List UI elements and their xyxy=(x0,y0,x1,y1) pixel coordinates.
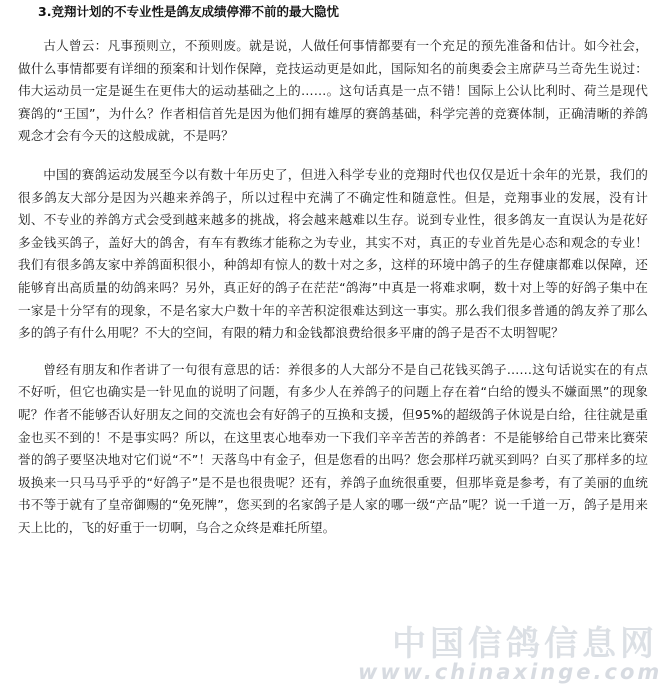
watermark-site-name: 中国信鸽信息网 xyxy=(392,624,658,664)
watermark-url: www.chinaxinge.com xyxy=(358,660,662,684)
paragraph-3: 曾经有朋友和作者讲了一句很有意思的话：养很多的人大部分不是自己花钱买鸽子……这句话说实在的有点不好听，但它也确实是一针见血的说明了问题，有多少人在养鸽子的问题上存在着“白给的馒头不嫌面黑”的现象呢？作者不能够否认好朋友之间的交流也会有好鸽子的互换和支援，但95%的超级鸽子休说是白给，往往就是重金也买不到的！不是事实吗？所以，在这里衷心地奉劝一下我们辛辛苦苦的养鸽者：不是能够给自己带来比赛荣誉的鸽子要坚决地对它们说“不”！天落鸟中有金子，但是您看的出吗？您会那样巧就买到吗？白买了那样多的垃圾换来一只马马乎乎的“好鸽子”是不是也很贵呢？还有，养鸽子血统很重要，但那毕竟是参考，有了美丽的血统书不等于就有了皇帝御赐的“免死牌”，您买到的名家鸽子是人家的哪一级“产品”呢？说一千道一万，鸽子是用来天上比的，飞的好重于一切啊，乌合之众终是难托所望。 xyxy=(18,361,648,535)
paragraph-2: 中国的赛鸽运动发展至今以有数十年历史了，但进入科学专业的竞翔时代也仅仅是近十余年的光景，我们的很多鸽友大部分是因为兴趣来养鸽子，所以过程中充满了不确定性和随意性。但是，竞翔事业的发展，没有计划、不专业的养鸽方式会受到越来越多的挑战，将会越来越难以生存。说到专业性，很多鸽友一直误认为是花好多金钱买鸽子，盖好大的鸽舍，有车有教练才能称之为专业，其实不对，真正的专业首先是心态和观念的专业！我们有很多鸽友家中养鸽面积很小，种鸽却有惊人的数十对之多，这样的环境中鸽子的生存健康都难以保障，还能够育出高质量的幼鸽来吗？另外，真正好的鸽子在茫茫“鸽海”中真是一将难求啊，数十对上等的好鸽子集中在一家是十分罕有的现象，不是名家大户数十年的辛苦积淀很难达到这一事实。那么我们很多普通的鸽友养了那么多的鸽子有什么用呢？不大的空间，有限的精力和金钱都浪费给很多平庸的鸽子是否不太明智呢？ xyxy=(18,166,648,341)
paragraph-1: 古人曾云：凡事预则立，不预则废。就是说，人做任何事情都要有一个充足的预先准备和估计。如今社会，做什么事情都要有详细的预案和计划作保障，竞技运动更是如此，国际知名的前奥委会主席萨马兰奇先生说过：伟大运动员一定是诞生在更伟大的运动基础之上的……。这句话真是一点不错！国际上公认比利时、荷兰是现代赛鸽的“王国”，为什么？作者相信首先是因为他们拥有雄厚的赛鸽基础，科学完善的竞赛体制，正确清晰的养鸽观念才会有今天的这般成就，不是吗？ xyxy=(18,38,648,144)
article-heading: 3.竞翔计划的不专业性是鸽友成绩停滞不前的最大隐忧 xyxy=(38,4,339,19)
